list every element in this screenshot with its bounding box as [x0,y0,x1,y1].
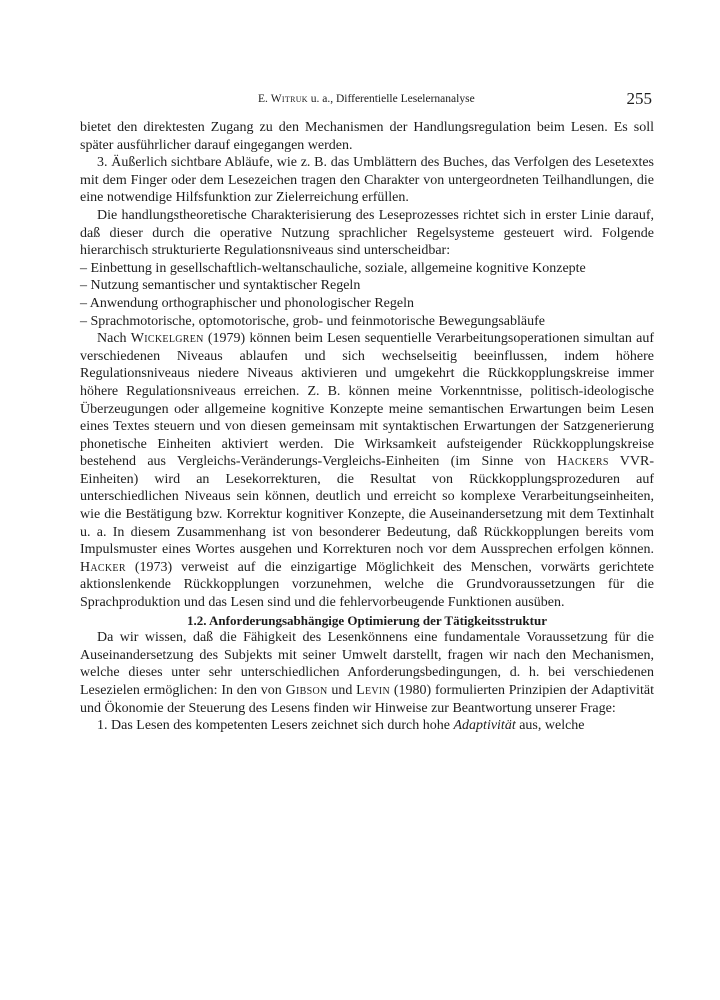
text-run: und [327,683,357,698]
list-item: – Anwendung orthographischer und phonologischer Regeln [80,295,414,311]
text-run: (1979) können beim Lesen sequentielle Verarbeitungsoperationen simultan auf verschiedenen Niveaus ablaufen und sich wechselseitig beeinflussen, indem höhere Regulationsniveaus niedere Niveaus aktivieren und umgekehrt die Rückkopplungskreise immer höhere Regulationsniveaus erreichen. Z. B. können meine Vorkenntnisse, politisch-ideologische Überzeugungen oder allgemeine kognitive Konzepte meine semantischen Erwartungen beim Lesen eines Textes steuern und von diesen gemeinsam mit syntaktischen Erwartungen der Satzgenerierung phonetische Einheiten aktiviert werden. Die Wirksamkeit aufsteigender Rückkopplungskreise bestehend aus Vergleichs-Veränderungs-Vergleichs-Einheiten (im Sinne von [80,331,655,470]
author-ref-wickelgren: Wickelgren [130,331,204,347]
section-heading: 1.2. Anforderungsabhängige Optimierung der Tätigkeitsstruktur [187,612,547,628]
paragraph-5 [80,629,654,717]
page-number: 255 [626,89,652,108]
paragraph-2: 3. Äußerlich sichtbare Abläufe, wie z. B. das Umblättern des Buches, das Verfolgen des Lesetextes mit dem Finger oder dem Lesezeichen tragen den Charakter von untergeordneten Teilhandlungen, die eine notwendige Hilfsfunktion zur Zielerreichung erfüllen. [80,155,654,206]
text-run: (1973) verweist auf die einzigartige Möglichkeit des Menschen, vorwärts gerichtete aktionslenkende Rückkopplungen vorzunehmen, welche die Grundvoraussetzungen für die Sprachproduktion und das Lesen sind und die fehlervorbeugende Funktionen ausüben. [80,559,654,611]
running-header [80,89,652,115]
text-run: Nach [97,331,131,347]
author-ref-levin: Levin [356,683,391,698]
author-initial: E. [258,93,271,105]
list-item: – Einbettung in gesellschaftlich-weltanschauliche, soziale, allgemeine kognitive Konzepte [80,260,586,276]
text-run: VVR-Einheiten) wird an Lesekorrekturen, die Resultat von Rückkopplungsprozeduren auf unterschiedlichen Niveaus sein können, deutlich und erreicht so komplexe Verarbeitungseinheiten, wie die Bestätigung bzw. Korrektur kognitiver Konzepte, die Auseinandersetzung mit dem Textinhalt u. a. In diesem Zusammenhang ist von besonderer Bedeutung, daß Rückkopplungen bereits vom Impulsmuster eines Wortes ausgehen und Korrekturen noch vor dem Aussprechen erfolgen können. [80,454,654,558]
text-run: 1. Das Lesen des kompetenten Lesers zeichnet sich durch hohe [97,718,454,734]
text-run: (1980) formulierten Prinzipien der Adaptivität und Ökonomie der Steuerung des Lesens finden wir Hinweise zur Beantwortung unserer Frage: [80,683,654,716]
body-text [80,119,654,735]
emphasis-adaptivitaet: Adaptivität [453,718,516,734]
author-ref-hacker: Hacker [80,559,126,575]
paragraph-1: bietet den direktesten Zugang zu den Mechanismen der Handlungsregulation beim Lesen. Es soll später ausführlicher darauf eingegangen werden. [80,120,654,153]
paragraph-6 [80,717,654,735]
list-item: – Nutzung semantischer und syntaktischer Regeln [80,278,361,294]
author-name: Witruk [270,93,308,105]
paragraph-3: Die handlungstheoretische Charakterisierung des Leseprozesses richtet sich in erster Linie darauf, daß dieser durch die operative Nutzung sprachlicher Regelsysteme gesteuert wird. Folgende hierarchisch strukturierte Regulationsniveaus sind unterscheidbar: [80,207,654,259]
text-run: Da wir wissen, daß die Fähigkeit des Lesenkönnens eine fundamentale Voraussetzung für die Auseinandersetzung des Subjekts mit seiner Umwelt darstellt, fragen wir nach den Mechanismen, welche dieses unter sehr unterschiedlichen Anforderungsbedingungen, d. h. bei verschiedenen Lesezielen ermöglichen: In den von [80,630,654,698]
list-item: – Sprachmotorische, optomotorische, grob- und feinmotorische Bewegungsabläufe [80,313,545,329]
author-ref-hackers: Hackers [557,454,609,470]
paragraph-4 [80,330,654,612]
running-title-text: u. a., Differentielle Leselernanalyse [307,93,475,105]
text-run: aus, welche [515,718,585,734]
running-title [258,93,475,105]
author-ref-gibson: Gibson [285,683,328,698]
